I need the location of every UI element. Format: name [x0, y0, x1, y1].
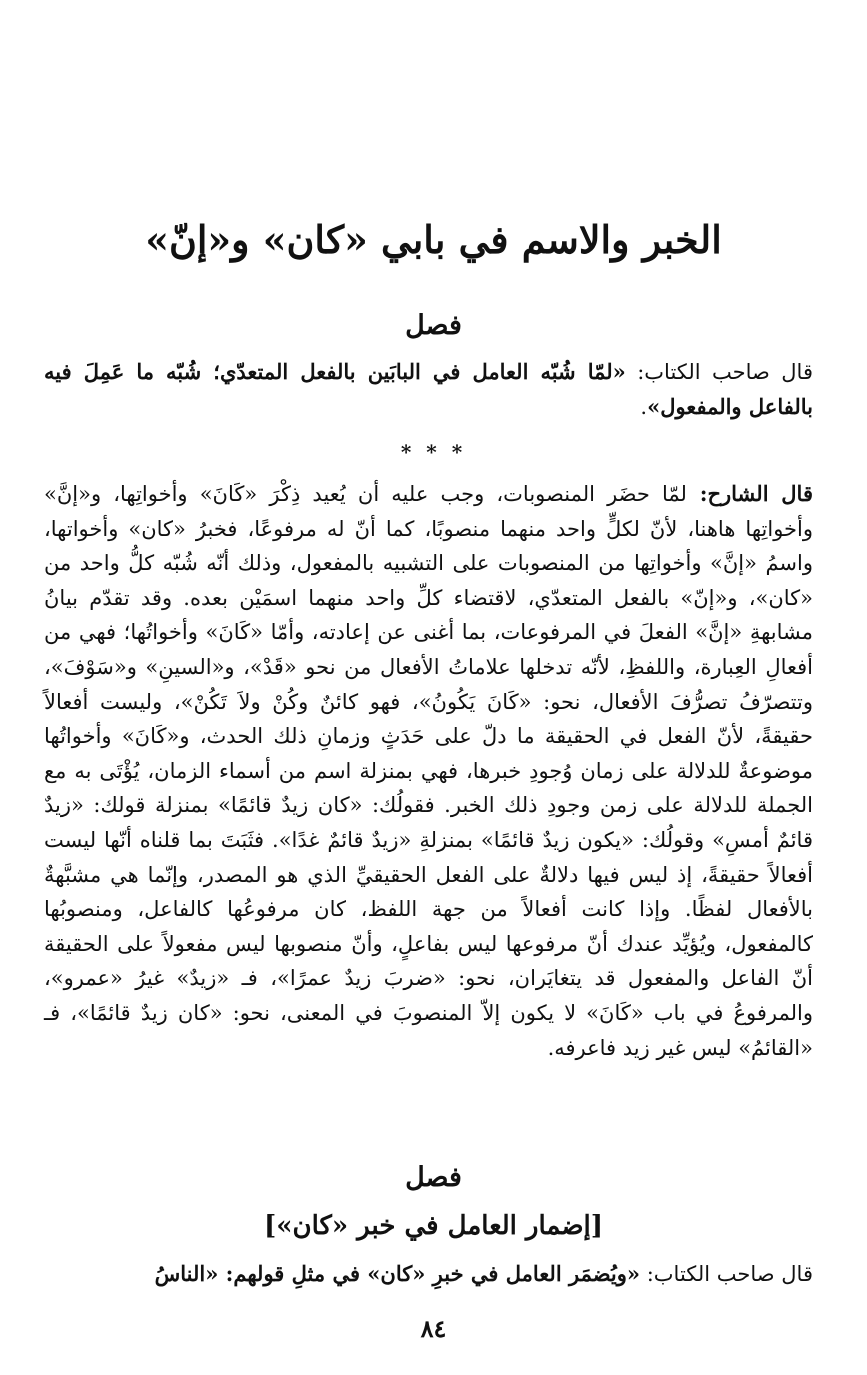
commentary-lead: قال الشارح:	[686, 481, 813, 506]
quote-paragraph-2	[44, 1257, 813, 1292]
commentary-paragraph	[44, 477, 813, 1065]
section-separator: * * *	[400, 440, 467, 464]
quote-paragraph-1	[44, 355, 813, 424]
quote-text-2: «ويُضمَر العامل في خبرِ «كان» في مثلِ قولهم: «الناسُ	[154, 1261, 641, 1286]
chapter-title: الخبر والاسم في بابي «كان» و«إنّ»	[145, 217, 722, 262]
page-number: ٨٤	[420, 1314, 447, 1343]
quote-end-1: .	[640, 394, 648, 419]
section-heading-1: فصل	[405, 310, 462, 341]
section-heading-2: فصل	[405, 1162, 462, 1193]
quote-text-1: «لمّا شُبّه العامل في البابَين بالفعل المتعدّي؛ شُبّه ما عَمِلَ فيه بالفاعل والمفعول»	[44, 359, 813, 419]
commentary-text: لمّا حضَر المنصوبات، وجب عليه أن يُعيد ذِكْرَ «كَانَ» وأخواتِها، و«إنَّ» وأخواتِها هاهنا، لأنّ لكلٍّ واحد منهما منصوبًا، كما أنّ له مرفوعًا، فخبرُ «كان» وأخواتها، واسمُ «إنَّ» وأخواتِها من المنصوبات على التشبيه بالمفعول، وذلك أنّه شُبّه كلُّ واحد من «كان»، و«إنّ» بالفعل المتعدّي، لاقتضاء كلِّ واحد منهما اسمَيْن بعده. وقد تقدّم بيانُ مشابهةِ «إنَّ» الفعلَ في المرفوعات، بما أغنى عن إعادته، وأمّا «كَانَ» وأخواتُها؛ فهي من أفعالِ العِبارة، واللفظِ، لأنّه تدخلها علاماتُ الأفعال من نحو «قَدْ»، و«السينِ» و«سَوْفَ»، وتتصرّفُ تصرُّفَ الأفعال، نحو: «كَانَ يَكُونُ»، فهو كائنٌ وكُنْ ولاَ تَكُنْ»، وليست أفعالاً حقيقةً، لأنّ الفعل في الحقيقة ما دلّ على حَدَثٍ وزمانِ ذلك الحدث، و«كَانَ» وأخواتُها موضوعةٌ للدلالة على زمان وُجودِ خبرها، فهي بمنزلة اسم من أسماء الزمان، يُؤْتَى به مع الجملة للدلالة على زمن وجودِ ذلك الخبر. فقولُك: «كان زيدٌ قائمًا» بمنزلة قولك: «زيدٌ قائمٌ أمسِ» وقولُك: «يكون زيدٌ قائمًا» بمنزلةِ «زيدٌ قائمٌ غدًا». فثَبَتَ بما قلناه أنّها ليست أفعالاً حقيقةً، إذ ليس فيها دلالةٌ على الفعل الحقيقيِّ الذي هو المصدر، وإنّما هي مشبَّهةٌ بالأفعال لفظًا. وإذا كانت أفعالاً من جهة اللفظ، كان مرفوعُها كالفاعل، ومنصوبُها كالمفعول، ويُؤيِّد عندك أنّ مرفوعها ليس بفاعلٍ، وأنّ منصوبها ليس مفعولاً على الحقيقة أنّ الفاعل والمفعول قد يتغايَران، نحو: «ضربَ زيدٌ عمرًا»، فـ «زيدٌ» غيرُ «عمرو»، والمرفوعُ في باب «كَانَ» لا يكون إلاّ المنصوبَ في المعنى، نحو: «كان زيدٌ قائمًا»، فـ «القائمُ» ليس غير زيد فاعرفه.	[44, 482, 813, 1060]
author-quote-2	[44, 1257, 813, 1292]
author-quote-1	[44, 355, 813, 424]
quote-intro-1: قال صاحب الكتاب:	[625, 360, 813, 384]
section-subheading-2: [إضمار العامل في خبر «كان»]	[263, 1211, 604, 1241]
quote-intro-2: قال صاحب الكتاب:	[640, 1262, 813, 1286]
commentary	[44, 477, 813, 1065]
